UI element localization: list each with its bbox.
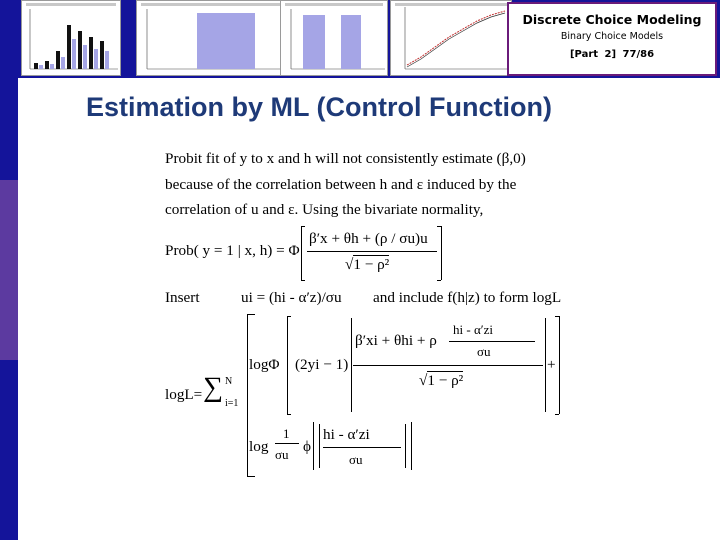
prob-bracket-right-top [437, 226, 441, 227]
sidebar-band-top [0, 0, 18, 180]
term2-paren-right [405, 424, 406, 468]
insert-expression: ui = (hi - α′z)/σu [241, 289, 342, 306]
paragraph-line-2: because of the correlation between h and ε induced by the [165, 176, 517, 193]
term1-bracket-right-bottom [555, 414, 559, 415]
part-label: [Part 2] [569, 49, 617, 60]
header-banner [18, 0, 720, 78]
inner-numerator: hi - α′zi [453, 322, 493, 337]
paragraph-line-3: correlation of u and ε. Using the bivariate normality, [165, 201, 484, 218]
term1-bracket-left-top [287, 316, 291, 317]
outer-brace-left [247, 314, 248, 476]
term1-bracket-right-top [555, 316, 559, 317]
prob-bracket-right-bottom [437, 280, 441, 281]
term1-fraction-bar [353, 365, 543, 366]
log-phi: logΦ [249, 356, 280, 373]
term1-paren-right [545, 318, 546, 412]
single-bar-thumbnail-graphic [137, 1, 292, 76]
one-numerator: 1 [283, 426, 290, 441]
part-and-slide-counter [509, 49, 715, 60]
prob-equation-lhs: Prob( y = 1 | x, h) = Φ [165, 242, 300, 259]
summation-lower: i=1 [225, 398, 239, 409]
two-bar-thumbnail-graphic [281, 1, 388, 76]
term2-paren-left [319, 424, 320, 468]
phi-small: ϕ [303, 438, 311, 455]
term2-bracket-right [411, 422, 412, 470]
prob-denominator [345, 256, 389, 274]
slide-title: Estimation by ML (Control Function) [86, 92, 552, 122]
paragraph-line-1: Probit fit of y to x and h will not consistently estimate (β,0) [165, 150, 526, 167]
one-over-sigma-bar [275, 443, 299, 444]
log-label-2: log [249, 438, 269, 455]
term1-paren-left [351, 318, 352, 412]
term1-bracket-left [287, 316, 288, 414]
insert-tail-text: and include f(h|z) to form logL [373, 289, 562, 306]
slide-counter: 77/86 [622, 49, 655, 60]
density-numerator: hi - α′zi [323, 426, 370, 443]
prob-numerator: β′x + θh + (ρ / σu)u [309, 230, 428, 247]
summation-symbol: ∑ [203, 372, 223, 403]
thumbnail-two-bars [280, 0, 388, 76]
prob-bracket-left-bottom [301, 280, 305, 281]
plus-sign: + [547, 356, 556, 373]
insert-label: Insert [165, 289, 200, 306]
sidebar-band-bottom [0, 360, 18, 540]
term1-numerator-left: β′xi + θhi + ρ [355, 332, 437, 349]
summation-upper: N [225, 376, 233, 387]
sqrt-symbol-2: √ [419, 372, 428, 389]
term1-denominator-text: 1 − ρ² [427, 372, 464, 389]
course-title: Discrete Choice Modeling [522, 12, 702, 27]
scatter-thumbnail-graphic [391, 1, 512, 76]
inner-fraction-bar [449, 341, 535, 342]
thumbnail-bar-chart [21, 0, 121, 76]
prob-bracket-left [301, 226, 302, 280]
thumbnail-single-bar [136, 0, 292, 76]
outer-brace-left-top [247, 314, 255, 315]
logl-label: logL= [165, 386, 203, 403]
term2-bracket-left [313, 422, 314, 470]
inner-denominator: σu [477, 344, 491, 359]
sigma-u-denominator: σu [275, 447, 289, 462]
term1-bracket-left-bottom [287, 414, 291, 415]
prob-denominator-text: 1 − ρ² [353, 256, 390, 273]
term1-denominator [419, 372, 463, 390]
prob-bracket-right [441, 226, 442, 280]
sidebar-band-middle [0, 180, 18, 360]
outer-brace-left-bottom [247, 476, 255, 477]
course-subtitle: Binary Choice Models [560, 31, 664, 42]
prob-bracket-left-top [301, 226, 305, 227]
two-y-minus-one: (2yi − 1) [295, 356, 349, 373]
course-header-box [507, 2, 717, 76]
term1-bracket-right [559, 316, 560, 414]
sqrt-symbol: √ [345, 256, 354, 273]
density-fraction-bar [323, 447, 401, 448]
thumbnail-scatter-line [390, 0, 512, 76]
density-denominator: σu [349, 452, 363, 467]
prob-fraction-bar [307, 251, 437, 252]
bar-chart-thumbnail-graphic [22, 1, 121, 76]
